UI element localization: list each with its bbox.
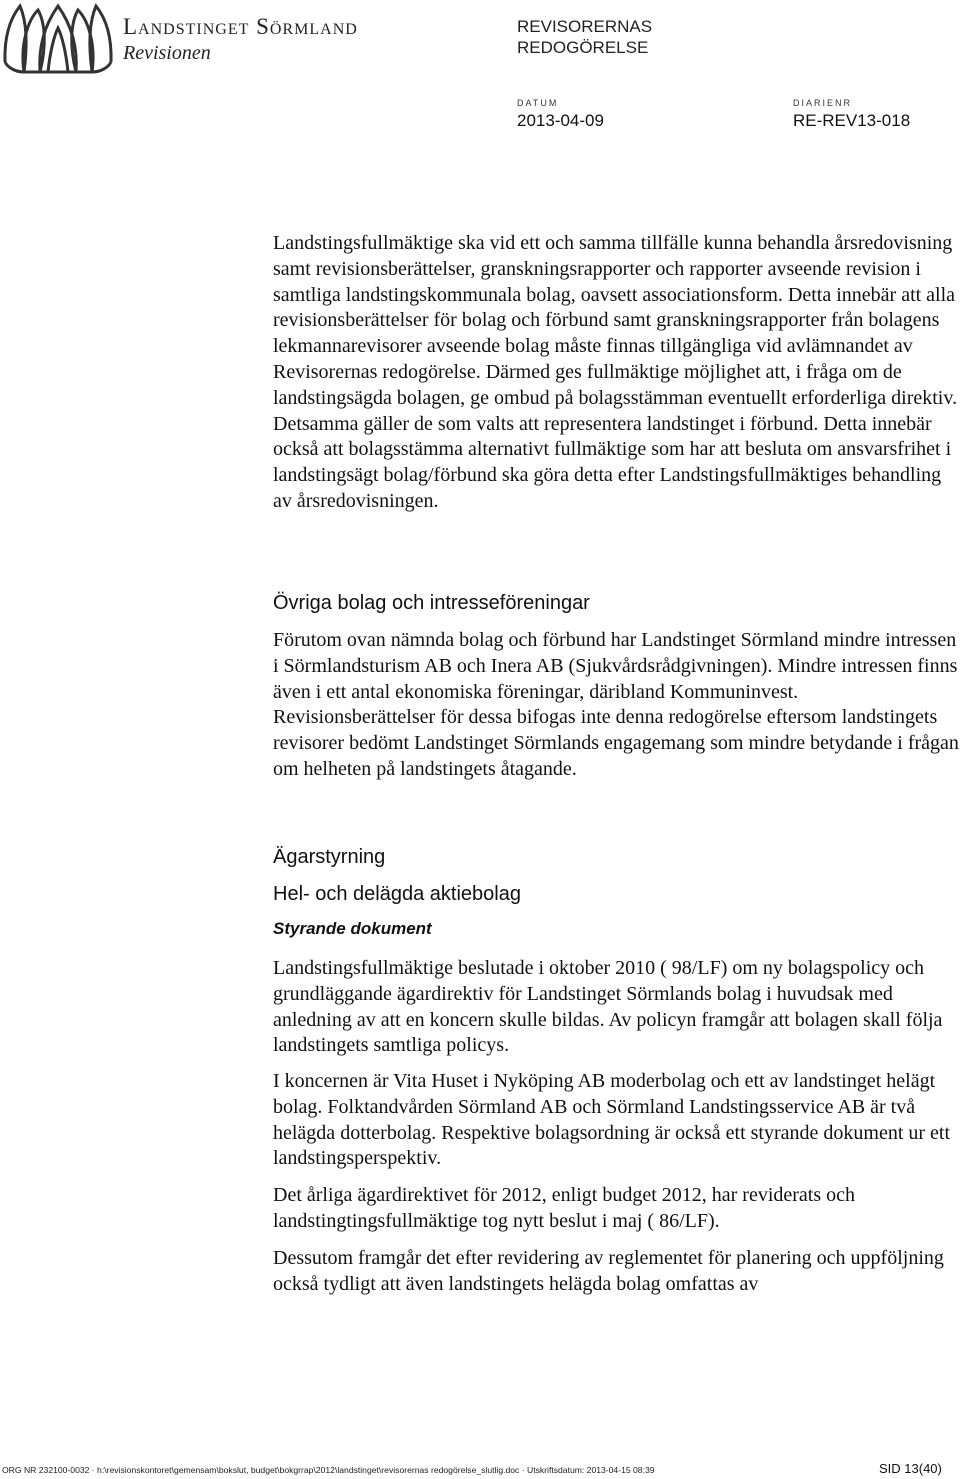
paragraph-2: Förutom ovan nämnda bolag och förbund har Landstinget Sörmland mindre intressen i Sörmlandsturism AB och Inera AB (Sjukvårdsrådgivningen). Mindre intressen finns även i ett antal ekonomiska föreningar, däribland Kommuninvest. Revisionsberättelser för dessa bifogas inte denna redogörelse eftersom landstingets revisorer bedömt Landstinget Sörmlands engagemang som mindre betydande i frågan om helheten på landstingets åtagande. — [273, 629, 959, 780]
heading-ovriga-bolag: Övriga bolag och intresseföreningar — [273, 592, 590, 614]
paragraph-3: Landstingsfullmäktige beslutade i oktober 2010 ( 98/LF) om ny bolagspolicy och grundläggande ägardirektiv för Landstinget Sörmlands bolag i huvudsak med anledning av att en koncern skulle bildas. Av policyn framgår att bolagen skall följa landstingets samtliga policys. — [273, 957, 943, 1057]
paragraph-6: Dessutom framgår det efter revidering av reglementet för planering och uppföljning också tydligt att även landstingets helägda bolag omfattas av — [273, 1247, 944, 1295]
diarienr-value: RE-REV13-018 — [793, 111, 911, 130]
heading-styrande-dokument: Styrande dokument — [273, 919, 432, 938]
org-name: Landstinget Sörmland — [123, 14, 358, 39]
org-subtitle: Revisionen — [123, 42, 211, 64]
footer-file-info: ORG NR 232100-0032 · h:\revisionskontoret\gemensam\bokslut, budget\bokgrrap\2012\landstinget\revisorernas redogörelse_slutlig.doc · Utskriftsdatum: 2013-04-15 08:39 — [2, 1465, 655, 1475]
paragraph-4: I koncernen är Vita Huset i Nyköping AB moderbolag och ett av landstinget helägt bolag. Folktandvården Sörmland AB och Sörmland Landstingsservice AB är två helägda dotterbolag. Respektive bolagsordning är också ett styrande dokument ur ett landstingsperspektiv. — [273, 1070, 951, 1170]
landstinget-logo-icon — [2, 2, 114, 76]
heading-hel-och-delagda: Hel- och delägda aktiebolag — [273, 883, 521, 905]
heading-agarstyrning: Ägarstyrning — [273, 846, 386, 868]
date-value: 2013-04-09 — [517, 111, 604, 130]
diarienr-label: DIARIENR — [793, 98, 853, 108]
date-label: DATUM — [517, 98, 559, 108]
document-type-line-2: REDOGÖRELSE — [517, 38, 649, 57]
paragraph-5: Det årliga ägardirektivet för 2012, enligt budget 2012, har reviderats och landstingtingsfullmäktige tog nytt beslut i maj ( 86/LF). — [273, 1184, 856, 1232]
paragraph-1: Landstingsfullmäktige ska vid ett och samma tillfälle kunna behandla årsredovisning samt revisionsberättelser, granskningsrapporter och rapporter avseende revision i samtliga landstingskommunala bolag, oavsett associationsform. Detta innebär att alla revisionsberättelser för bolag och förbund samt granskningsrapporter från bolagens lekmannarevisorer avseende bolag måste finnas tillgängliga vid avlämnandet av Revisorernas redogörelse. Därmed ges fullmäktige möjlighet att, i fråga om de landstingsägda bolagen, ge ombud på bolagsstämman eventuellt erforderliga direktiv. Detsamma gäller de som valts att representera landstinget i förbund. Detta innebär också att bolagsstämma alternativt fullmäktige som har att besluta om ansvarsfrihet i landstingsägt bolag/förbund ska göra detta efter Landstingsfullmäktiges behandling av årsredovisningen. — [273, 232, 958, 512]
document-type-line-1: REVISORERNAS — [517, 17, 653, 36]
document-type — [517, 16, 652, 58]
page-number: SID 13(40) — [879, 1461, 942, 1476]
